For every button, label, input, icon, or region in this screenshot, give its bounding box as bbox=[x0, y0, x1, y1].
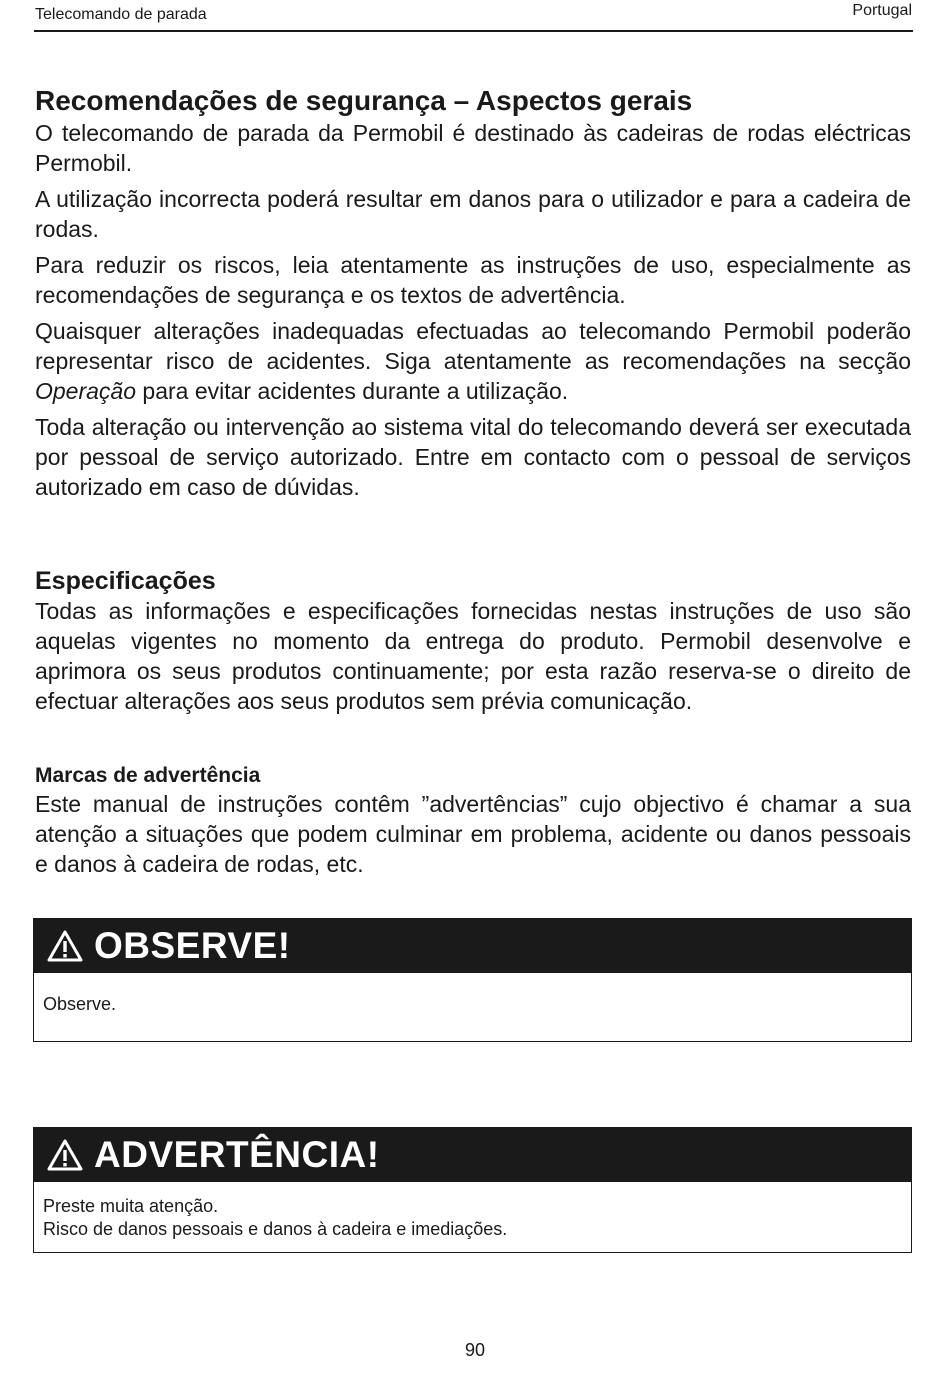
observe-heading: OBSERVE! bbox=[94, 925, 291, 966]
warning-triangle-icon bbox=[46, 1138, 84, 1172]
warning-marks-section bbox=[35, 763, 911, 879]
observe-body bbox=[34, 973, 911, 1026]
warning-text-line-2: Risco de danos pessoais e danos à cadeira e imediações. bbox=[43, 1219, 508, 1239]
warning-notice bbox=[33, 1127, 912, 1253]
safety-paragraph-5: Toda alteração ou intervenção ao sistema vital do telecomando deverá ser executada por pessoal de serviço autorizado. Entre em contacto com o pessoal de serviços autorizado em caso de dúvidas. bbox=[35, 414, 911, 500]
running-header bbox=[34, 0, 913, 32]
operation-section-reference: Operação bbox=[35, 378, 137, 404]
warning-triangle-icon bbox=[46, 929, 84, 963]
observe-notice bbox=[33, 918, 912, 1042]
safety-paragraph-2: A utilização incorrecta poderá resultar em danos para o utilizador e para a cadeira de rodas. bbox=[35, 186, 911, 242]
observe-notice-bar bbox=[34, 919, 911, 973]
safety-paragraph-4 bbox=[35, 316, 911, 406]
safety-heading: Recomendações de segurança – Aspectos gerais bbox=[35, 85, 693, 116]
observe-text: Observe. bbox=[43, 994, 117, 1014]
safety-paragraph-3: Para reduzir os riscos, leia atentamente as instruções de uso, especialmente as recomendações de segurança e os textos de advertência. bbox=[35, 252, 911, 308]
header-document-title: Telecomando de parada bbox=[35, 6, 207, 23]
warning-notice-bar bbox=[34, 1128, 911, 1182]
header-language: Portugal bbox=[852, 2, 912, 19]
safety-paragraph-4-end: para evitar acidentes durante a utilização. bbox=[136, 378, 569, 404]
safety-paragraph-1: O telecomando de parada da Permobil é destinado às cadeiras de rodas eléctricas Permobil. bbox=[35, 120, 911, 176]
safety-section bbox=[35, 84, 911, 502]
warning-marks-paragraph: Este manual de instruções contêm ”advertências” cujo objectivo é chamar a sua atenção a situações que podem culminar em problema, acidente ou danos pessoais e danos à cadeira de rodas, etc. bbox=[35, 791, 911, 877]
page-number: 90 bbox=[464, 1340, 486, 1360]
specifications-heading: Especificações bbox=[35, 567, 216, 595]
warning-marks-heading: Marcas de advertência bbox=[35, 764, 261, 787]
warning-heading: ADVERTÊNCIA! bbox=[94, 1134, 380, 1175]
warning-body bbox=[34, 1182, 911, 1251]
warning-text-line-1: Preste muita atenção. bbox=[43, 1196, 219, 1216]
specifications-paragraph: Todas as informações e especificações fornecidas nestas instruções de uso são aquelas vigentes no momento da entrega do produto. Permobil desenvolve e aprimora os seus produtos continuamente; por esta razão reserva-se o direito de efectuar alterações aos seus produtos sem prévia comunicação. bbox=[35, 598, 911, 714]
safety-paragraph-4-start: Quaisquer alterações inadequadas efectuadas ao telecomando Permobil poderão representar risco de acidentes. Siga atentamente as recomendações na secção bbox=[35, 318, 911, 374]
specifications-section bbox=[35, 566, 911, 716]
